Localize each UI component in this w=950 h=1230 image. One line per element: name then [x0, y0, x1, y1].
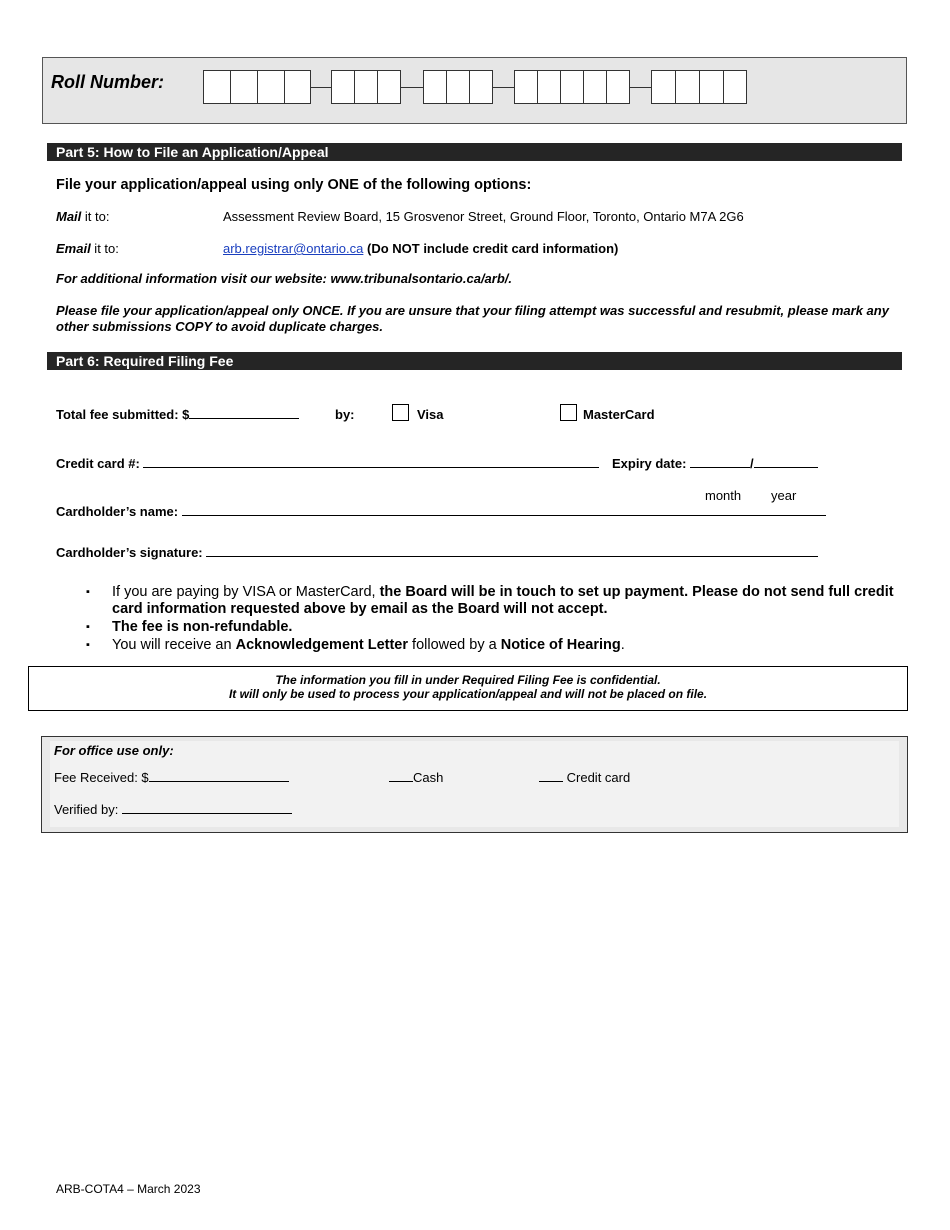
- year-label: year: [771, 488, 797, 503]
- roll-number-group: [331, 70, 401, 104]
- roll-number-digit[interactable]: [561, 71, 584, 103]
- part5-header: Part 5: How to File an Application/Appeal: [47, 143, 902, 161]
- bullet-acknowledgement: ▪ You will receive an Acknowledgement Letter followed by a Notice of Hearing.: [86, 637, 898, 654]
- email-note: (Do NOT include credit card information): [367, 241, 619, 256]
- roll-number-digit[interactable]: [447, 71, 470, 103]
- filing-options-intro: File your application/appeal using only ONE of the following options:: [56, 177, 532, 193]
- roll-number-digit[interactable]: [231, 71, 258, 103]
- roll-number-separator: [401, 87, 423, 88]
- fee-notes-list: [86, 584, 898, 655]
- roll-number-separator: [493, 87, 514, 88]
- confidential-line-2: It will only be used to process your application/appeal and will not be placed on file.: [228, 687, 708, 701]
- roll-number-digit[interactable]: [355, 71, 378, 103]
- cardholder-name-field[interactable]: Cardholder’s name:: [56, 504, 826, 519]
- confidential-line-1: The information you fill in under Required Filing Fee is confidential.: [275, 673, 661, 687]
- roll-number-digit[interactable]: [332, 71, 355, 103]
- roll-number-digit[interactable]: [285, 71, 312, 103]
- total-fee-field[interactable]: Total fee submitted: $: [56, 407, 299, 422]
- credit-card-office-field[interactable]: Credit card: [539, 770, 630, 785]
- website-note: For additional information visit our website: www.tribunalsontario.ca/arb/.: [56, 271, 513, 286]
- email-label: Email it to:: [56, 241, 119, 256]
- bullet-non-refundable: ▪ The fee is non-refundable.: [86, 619, 898, 636]
- cash-field[interactable]: Cash: [389, 770, 443, 785]
- part6-header: Part 6: Required Filing Fee: [47, 352, 902, 370]
- file-once-note: Please file your application/appeal only ONCE. If you are unsure that your filing attempt was successful and resubmit, please mark any other submissions COPY to avoid duplicate charges.: [56, 303, 889, 334]
- by-label: by:: [335, 407, 355, 422]
- roll-number-separator: [630, 87, 651, 88]
- roll-number-label: Roll Number:: [51, 72, 165, 92]
- roll-number-digit[interactable]: [515, 71, 538, 103]
- verified-by-field[interactable]: Verified by:: [54, 802, 292, 817]
- mail-address: Assessment Review Board, 15 Grosvenor Street, Ground Floor, Toronto, Ontario M7A 2G6: [223, 209, 744, 224]
- email-line: [223, 241, 618, 256]
- roll-number-digit[interactable]: [724, 71, 748, 103]
- roll-number-group: [651, 70, 747, 104]
- roll-number-group: [423, 70, 493, 104]
- roll-number-digit[interactable]: [258, 71, 285, 103]
- confidentiality-notice: [28, 666, 908, 711]
- roll-number-digit[interactable]: [424, 71, 447, 103]
- email-link[interactable]: arb.registrar@ontario.ca: [223, 241, 364, 256]
- roll-number-digit[interactable]: [584, 71, 607, 103]
- cardholder-signature-field[interactable]: Cardholder’s signature:: [56, 545, 818, 560]
- visa-checkbox[interactable]: [392, 404, 409, 421]
- roll-number-digit[interactable]: [378, 71, 401, 103]
- fee-received-field[interactable]: Fee Received: $: [54, 770, 289, 785]
- roll-number-separator: [311, 87, 331, 88]
- roll-number-digit[interactable]: [538, 71, 561, 103]
- roll-number-digit[interactable]: [652, 71, 676, 103]
- roll-number-digit[interactable]: [470, 71, 493, 103]
- mastercard-checkbox[interactable]: [560, 404, 577, 421]
- visa-label: Visa: [417, 407, 444, 422]
- roll-number-digit[interactable]: [676, 71, 700, 103]
- roll-number-digit[interactable]: [700, 71, 724, 103]
- bullet-payment-contact: ▪ If you are paying by VISA or MasterCard, the Board will be in touch to set up payment. Please do not send full credit card information requested above by email as the Board will not accept.: [86, 584, 898, 618]
- roll-number-digit[interactable]: [204, 71, 231, 103]
- roll-number-digit[interactable]: [607, 71, 630, 103]
- roll-number-group: [514, 70, 630, 104]
- expiry-date-field[interactable]: Expiry date: /: [612, 456, 818, 471]
- mail-label: Mail it to:: [56, 209, 110, 224]
- form-code-footer: ARB-COTA4 – March 2023: [56, 1182, 201, 1196]
- month-label: month: [705, 488, 742, 503]
- credit-card-number-field[interactable]: Credit card #:: [56, 456, 599, 471]
- mastercard-label: MasterCard: [583, 407, 655, 422]
- roll-number-group: [203, 70, 311, 104]
- office-use-title: For office use only:: [54, 743, 174, 758]
